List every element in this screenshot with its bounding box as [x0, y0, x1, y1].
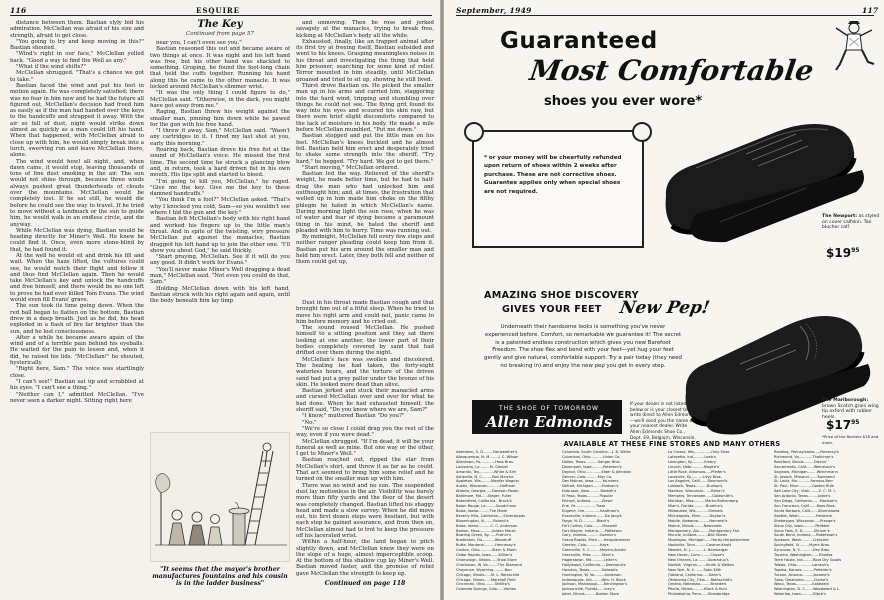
store-list-column-4: [774, 450, 870, 596]
ad-amazing-line: AMAZING SHOE DISCOVERY: [484, 290, 639, 301]
dealer-note: If your dealer is not listed below or is your closest town, write direct to Allen Edmonds—we'll send you the name of your nearest dealer. Write Allen Edmonds Shoe Co., Dept. E9, Belgium, Wisconsin.: [630, 402, 696, 441]
model-1-price: [826, 246, 859, 260]
box-scroll-left: [464, 122, 484, 142]
article-paragraph: "I threw it away, Sam," McClellan said. "Wasn't any cartridges in it. I fired my last shot at you, early this morning.": [150, 128, 290, 147]
article-paragraph: "I can't see!" Bastian sat up and scrabbled at his eyes. "I can't see a thing.": [10, 378, 144, 392]
store-listing: Greenville, Miss..........Stein's: [562, 553, 614, 558]
store-listing: Muskegon, Michigan......Hardy-Herpolsheimer: [668, 538, 750, 543]
store-listing: Lubbock, Texas..........Dunlap's: [668, 484, 723, 489]
model-2-price: [826, 418, 859, 432]
article-paragraph: Thirst drove Bastian on. He picked the smaller man up in his arms and carried him, staggering into the hard wind, tripping and stumbling over things he could not see. The flying grit found its way into his eyes and scoured his skin raw, but there were brief slight discomforts compared to the lack of moisture in his body. He made a mile before McClellan mumbled, "Put me down.": [296, 82, 434, 134]
article-paragraph: "It was the only thing I could figure to do," McClellan said. "Otherwise, in the dark, you might have got away from me.": [150, 90, 290, 109]
article-paragraph: Exhausted, finally, like an trapped animal after its first try at freeing itself, Bastian subsided and went to his knees. Grasping meaningless noises in his throat and investigating the thing that held him prisoner, searching for some kind of relief. Terror mounted in him steadily, until McClellan groaned and tried to sit up, showing he still lived.: [296, 38, 434, 83]
store-listing: Dubuque, Iowa..........Roshek's: [562, 489, 617, 494]
store-listing: Baltimore, Md......Sieger, Fuller: [456, 494, 512, 499]
store-listing: Tacoma, Washington.......Rhodes: [774, 553, 833, 558]
store-listing: Aberdeen, S. D.........Fairweather's: [456, 450, 518, 454]
store-listing: Canton, Ohio...........Stern & Mann: [456, 548, 517, 553]
store-listing: Amarillo, Tex.............White & Kirk: [456, 469, 517, 474]
store-listing: Huntington, W. Va.........Anderson: [562, 572, 622, 577]
article-paragraph: After a while he became aware again of the wind and of a terrible pain behind his eyeballs. He waited for the pain to lessen and, when it did, he raised his lids. "McClellan!" he shouted, hysterically.: [10, 334, 144, 367]
model-2-price-dollars: $17: [826, 418, 852, 432]
store-listing: Saginaw, Michigan........Wiechmann: [774, 469, 838, 474]
guarantee-text: * or your money will be cheerfully refunded upon return of shoes within 2 weeks after purchase. These are not corrective shoes. Guarantee applies only when special shoes are not required.: [484, 155, 622, 195]
store-listing: Sioux City, Iowa...........Pelletier: [774, 523, 830, 528]
article-column-1: [10, 20, 144, 596]
store-listing: Elkhart, Indiana..........Ziesel: [562, 499, 613, 504]
store-listing: Salt Lake City, Utah........Z. C. M. I.: [774, 489, 836, 494]
store-listing: Louisville, Ky...........Levy Bros.: [668, 474, 722, 479]
continued-from: Continued from page 57: [186, 31, 254, 37]
article-paragraph: and unmoving. Then he rose and jerked savagely at the manacles, trying to break free, kicking at McClellan's body all the while.: [296, 20, 434, 39]
store-list-column-1: [456, 450, 552, 596]
article-paragraph: Roaring back, Bastian drove his free fist at the sound of McClellan's voice. He missed the first time. The second time he struck a glancing blow and, in return, took a hard driven fist in his own mouth. His lips split and started to bleed.: [150, 147, 290, 179]
model-1-price-cents: 95: [851, 247, 860, 254]
store-listing: Baton Rouge, La.........Goudchaux: [456, 503, 517, 508]
store-listing: Little Rock, Arkansas.....Pfeifer's: [668, 469, 726, 474]
article-paragraph: "Right here, Sam." The voice was startlingly close.: [10, 366, 144, 379]
article-paragraph: McClellan shrugged. "If I'm dead, it will be your funeral as well as mine. But one way or the other, I get to Miner's Well.": [296, 438, 434, 458]
store-listing: South Bend, Indiana.....Robertson's: [774, 533, 838, 538]
article-paragraph: Holding McClellan down with his left hand, Bastian struck with his right again and again, until the body beneath him lay limp: [150, 285, 290, 305]
store-listing: Washington, D. C.......Woodward & L.: [774, 587, 841, 592]
store-listing: Tulsa, Oklahoma.........Clarke's: [774, 577, 829, 582]
article-paragraph: "Neither can I," admitted McClellan. "I've never seen a darker night. Sitting right here: [10, 391, 144, 404]
model-2-name: The Marlborough:: [822, 398, 869, 403]
article-paragraph: McClellan shrugged. "That's a chance we got to take.": [10, 70, 144, 83]
store-listing: Butte, Montana..........Hennessy's: [456, 543, 516, 548]
article-paragraph: "What if the wind shifts?": [16, 64, 86, 71]
store-listing: Madison, Wisconsin.......Baron's: [668, 489, 725, 494]
article-paragraph: "Start moving," McClellan ordered.: [302, 164, 399, 171]
article-paragraph: "Wind's right in our face," McClellan yelled back. "Good a way to find the Well as any.": [10, 51, 144, 64]
article-paragraph: Dust in his throat made Bastian cough and that brought him out of a fitful sleep. When he tried to move his right arm and could not, panic came to him before memory and he cried out.: [296, 300, 434, 325]
header-rule-right: [456, 15, 874, 16]
article-paragraph: "Start praying, McClellan. See if it will do you any good. It didn't work for Evans.": [150, 254, 290, 267]
store-listing: Fargo, N. D.............Black's: [562, 518, 610, 523]
model-1-desc: as styled on cover calfskin. Tan blucher calf.: [822, 214, 880, 231]
store-listing: Toledo, Ohio..............Lamson's: [774, 562, 829, 567]
store-listing: Rockford, Illinois.........Owens': [774, 459, 827, 464]
store-listing: Nashville, Tenn..........Castner-Knott: [668, 543, 732, 548]
store-listing: St. Joseph, Missouri.......Townsend: [774, 474, 835, 479]
store-listing: Denver, Colo...........May Co.: [562, 474, 613, 479]
store-listing: Beverly Hills, California.....Silverwoods: [456, 513, 525, 518]
store-listing: Erie, Pa..................Trask: [562, 503, 606, 508]
article-paragraph: McClellan's face was swollen and discolored. The beating he had taken, the forty-eight waterless hours, and the torture of the driven sand had put a grey pallor under the bronze of his skin. He looked more dead than alive.: [296, 356, 434, 388]
store-listing: Cedar Rapids, Iowa.......Killian's: [456, 553, 513, 558]
article-paragraph: By midnight, McClellan fell every few steps and neither ranger pleading could keep him from it. Bastian put his arm around the smaller man and held him erect. Later, they both fell and neither of them could get up,: [296, 234, 434, 266]
store-listing: Atlanta, Georgia......Davison-Paxon: [456, 489, 519, 494]
header-rule: [10, 15, 432, 16]
store-listing: Chicago, Illinois......Marshall Field: [456, 577, 516, 582]
store-listing: Peoria, Illinois..........Block & Kuhl: [668, 587, 727, 592]
article-paragraph: Within a half-hour, the land began to pitch slightly down, and McClellan knew they were on the slope of a huge, almost imperceptible scoop. At the bottom of this shallow cup lay Miner's Well. Bastian moved faster, and the promise of relief gave McClellan the strength to keep up.: [296, 539, 434, 576]
store-list-column-2: [562, 450, 658, 596]
store-listing: Milwaukee, Wis...........Gimbels: [668, 508, 723, 513]
store-listing: Gary, Indiana............Gordon's: [562, 533, 616, 538]
store-listing: Jackson, Mississippi......Kennington's: [562, 582, 628, 587]
store-listing: Asheville, N. C.........Bon Marche: [456, 474, 514, 479]
store-listing: Terre Haute, Ind.........Root Dry Goods: [774, 557, 842, 562]
article-paragraph: "You going to try and keep moving in this?" Bastian shouted.: [10, 38, 144, 52]
store-listing: New Haven, Conn.........Chase's: [668, 553, 725, 558]
store-listing: Sheboygan, Wisconsin.....Prange's: [774, 518, 836, 523]
store-listing: Chicago, Illinois......M. L. Rothschild: [456, 572, 520, 577]
store-listing: Hollywood, California.....Desmond's: [562, 562, 626, 567]
magazine-name: ESQUIRE: [196, 6, 241, 15]
store-listing: Tucson, Arizona..........Jacome's: [774, 572, 830, 577]
store-listing: Louisiana, La.........M. Gimbel: [456, 464, 508, 469]
store-listing: Sioux Falls, S. D..........Shriver's: [774, 528, 830, 533]
jumping-man-icon: [832, 20, 876, 76]
store-listing: Grand Rapids, Mich......Herpolsheimer: [562, 538, 631, 543]
ad-new-pep-script: New Pep!: [618, 298, 712, 318]
shoe-image-top: [656, 104, 870, 254]
ad-body-text: Underneath their handsome looks is something you've never experienced before. Comfort, so remarkable we guarantee it! The secret is a patented endless construction which gives you new Barefoot Freedom. The shoe flex and bend with your feet—yet hug your feet gently and give natural, comfortable support. Try a pair today (they need no breaking in) and enjoy the new pep you get in every step.: [484, 324, 682, 369]
store-listing: Waterloo, Iowa...........Black's: [774, 592, 826, 596]
article-paragraph: Bastian jerked and stuck their manacled arms and cursed McClellan over and over for what he had done. When he had exhausted himself, the sheriff said, "Do you know where we are, Sam?": [296, 388, 434, 414]
store-listing: Colorado Springs, Colo......Vorhes: [456, 587, 516, 592]
store-listing: Eugene, Ore..............Kaufman's: [562, 508, 620, 513]
store-listing: Bradenton, Fla...........Woodruff: [456, 538, 512, 543]
store-listing: St. Louis, Mo............Famous-Barr: [774, 479, 834, 484]
store-listing: Lincoln, Nebr...........Magee's: [668, 464, 719, 469]
story-title: The Key: [197, 19, 243, 30]
store-listing: Muncie, Indiana..........Ball Stores: [668, 533, 728, 538]
guarantee-box: [472, 130, 644, 248]
store-listing: Mobile, Alabama..........Hammel's: [668, 518, 728, 523]
store-listing: Jacksonville, Florida......Ivey's: [562, 587, 615, 592]
store-listing: Columbus, Ohio...........Union Co.: [562, 454, 621, 459]
store-listing: Meridian, Miss..........Marks-Rothenberg: [668, 499, 739, 504]
store-listing: Houston, Texas...........Sakowitz: [562, 567, 618, 572]
store-listing: New York, N. Y.........Saks-34th: [668, 567, 722, 572]
ad-headline-guaranteed: Guaranteed: [500, 28, 658, 54]
store-listing: Sacramento, Calif.......Weinstock's: [774, 464, 835, 469]
store-listing: Fort Collins, Colo.........Maxwell: [562, 523, 618, 528]
store-listing: San Francisco, Calif.......Roos Bros.: [774, 503, 836, 508]
store-listing: Detroit, Michigan........Hudson's: [562, 484, 619, 489]
store-listing: Albuquerque, N. M........J. C. Wilson: [456, 454, 519, 459]
store-listing: Cincinnati, Ohio.........Shillito's: [456, 582, 510, 587]
store-listing: Oklahoma City, Okla.....Rothschild's: [668, 577, 733, 582]
store-listing: Greenville, S. C.........Meyers-Arnold: [562, 548, 626, 553]
article-paragraph: Bastian felt McClellan's body with his right hand and worked his fingers up to the little man's throat. And in spite of the twisting, wiry pressure McClellan put against the manacles, Bastian dragged his left hand up to join the other one. "I'll show you about God," he said thickly.: [150, 216, 290, 254]
store-listing: Waco, Texas..............Goldstein: [774, 582, 829, 587]
article-paragraph: Bastian stopped and put the little man on his feet. McClellan's knees buckled and he almost fell. Bastian held him erect and desperately tried to shake some strength into the sheriff. "Try hard," he begged. "Try hard. We got to get there.": [296, 133, 434, 165]
store-listing: Appleton, Wis.........Moeller Wagner: [456, 479, 520, 484]
store-listing: Philadelphia, Penn......Strawbridge: [668, 592, 730, 596]
store-listing: Santa Barbara, Calif.......Silverwoods: [774, 508, 840, 513]
store-listing: Boston, Mass...........Jordan Marsh: [456, 528, 516, 533]
store-listing: Norfolk, Virginia........Smith & Welton: [668, 562, 734, 567]
brand-block: [472, 400, 622, 434]
store-listing: Des Moines, Iowa........Younkers: [562, 479, 619, 484]
article-column-4: [296, 300, 434, 576]
store-listing: Columbia, South Carolina....J. B. White: [562, 450, 631, 454]
store-list-column-3: [668, 450, 764, 596]
store-listing: Bowling Green, Ky.......Pushin's: [456, 533, 511, 538]
store-listing: Syracuse, N. Y............Dey Bros.: [774, 548, 831, 553]
store-listing: La Crosse, Wis...............Only Shoe: [668, 450, 730, 454]
ad-headline-shoes: shoes you ever wore*: [544, 94, 703, 109]
model-2-desc: brown Scotch grain wing tip oxford with rubber heels.: [822, 403, 879, 420]
store-listing: Omaha, Nebraska.........Brandeis: [668, 582, 727, 587]
store-listing: St. Paul, Minn............Golden Rule: [774, 484, 834, 489]
store-listing: Montgomery, Ala.........Montgomery Fair: [668, 528, 740, 533]
model-1-name: The Newport:: [822, 214, 858, 219]
store-listing: Dallas, Texas...........Sanger Bros.: [562, 459, 621, 464]
store-listing: Reading, Pennsylvania.....Pomeroy's: [774, 450, 839, 454]
store-listing: Boise, Idaho...........C. C. Anderson: [456, 523, 518, 528]
article-paragraph: Bastian reasoned this out and became aware of two things at once. It was night and his left hand was free, but his other hand was shackled to something. Groping, he found the foot-long chain that held the cuffs together. Running his hand along this he came to the other manacle. It was locked around McClellan's slimmer wrist.: [150, 46, 290, 91]
ad-gives-line: GIVES YOUR FEET: [502, 304, 602, 315]
article-paragraph: near you, I can't even see you.": [156, 40, 242, 46]
model-2-note: *Price of the Rockers $16 and more.: [822, 434, 879, 445]
article-paragraph: distance between them. Bastian slyly bid his admiration. McClellan was afraid of his size and strength, afraid to get close.: [10, 20, 144, 39]
article-paragraph: While McClellan was dying, Bastian would be heading directly for Miner's Well. He knew he could find it. Once, even more stone-blind by that, he had found it.: [10, 227, 144, 253]
left-page: [0, 0, 440, 600]
store-listing: New Orleans, La.........Godchaux's: [668, 557, 729, 562]
article-paragraph: The sound roused McClellan. He pushed himself to a sitting position and they sat there looking at one another, the lower part of their bodies completely covered by sand that had drifted over them during the night.: [296, 325, 434, 357]
article-paragraph: "You'll never make Miner's Well dragging a dead man," McClellan said. "Not even you could do that, Sam.": [150, 266, 290, 286]
right-page-number: 117: [862, 6, 879, 15]
article-paragraph: "You think I'm a fool?" McClellan asked. "That's why I knocked you cold, Sam—so you wouldn't see where I hid the gun and the key.": [150, 197, 290, 217]
store-listing: Austin, Wisconsin...........Hoffman: [456, 484, 516, 489]
store-listing: Davenport, Iowa..........Petersen's: [562, 464, 622, 469]
right-page-date: September, 1949: [456, 6, 532, 15]
store-listing: San Antonio, Texas.........Joske's: [774, 494, 831, 499]
store-listing: Charleston, W. Va.........The Diamond: [456, 562, 522, 567]
store-listing: Hagerstown, Md...........Leiter's: [562, 557, 617, 562]
store-listing: Topeka, Kansas...........Pelletier's: [774, 567, 832, 572]
store-listing: Champaign, Illinois......Shoe Store: [456, 557, 517, 562]
store-listing: Oakland, California......Kahn's: [668, 572, 721, 577]
article-paragraph: The wind would howl all night, and, when dawn came, it would stop, leaving thousands of tons of fine dust smoking in the air. The sun would not shine through, because three winds always pushed great thunderheads of clouds over the mountains. McClellan would be completely lost. If he sat still, he would die before he could see the way to travel. If he tried to move without a landmark or the sun to guide him, he would walk in an endless circle, and die anyway.: [10, 158, 144, 228]
article-paragraph: At the well he would sit and drink his fill and wait. When the haze lifted, the vultures could see, he would watch their flight and follow it and thus find McClellan again. Then he would take McClellan's key and unlock the handcuffs and free himself, and there would be no one left to prove he had ever killed Tom Evans. The wind would even fill Evans' grave.: [10, 252, 144, 304]
store-listing: Bakersfield, California...Brock's: [456, 499, 512, 504]
store-listing: Newark, N. J............L. Bamberger: [668, 548, 728, 553]
store-listing: Indianapolis, Ind.........Wm. H. Block: [562, 577, 626, 582]
store-listing: Fort Wayne, Indiana......Patterson: [562, 528, 622, 533]
store-listing: Miami, Florida...........Burdine's: [668, 503, 723, 508]
store-listing: Boise, Idaho..........The Mode: [456, 508, 508, 513]
article-paragraph: "I'm going to kill you, McClellan," he raged. "Give me the key. Give me the key to these damned handcuffs.": [150, 178, 290, 198]
store-listing: San Diego, California.......Marston's: [774, 499, 838, 504]
model-2-price-cents: 95: [851, 419, 860, 426]
cartoon-caption: "It seems that the mayor's brother manufactures fountains and his cousin is in the ladder business": [152, 566, 288, 588]
article-paragraph: Bastian led the way. Relieved of the sheriff's weight, he made better time, but he had to half-drag the man who had unlocked him and outthought him; and, at times, the frustration that welled up in him made him choke on the filthy phlegm he hated in which McClellan's name. During morning light the sun rose, when he was of water and fear of dying became a paramount thing in his mind, he hated the sheriff and pleaded with him to hurry. Time was running out.: [296, 171, 434, 234]
store-listing: Richmond, Va............Thalhimer's: [774, 454, 834, 459]
store-listing: Joliet, Illinois..........Boston Store: [562, 592, 620, 596]
article-paragraph: Raging, Bastian threw his weight against the smaller man, pinning him down while he pawed for the gun with his free hand.: [150, 109, 290, 128]
article-paragraph: Bastian reached out, ripped the star from McClellan's shirt, and threw it as far as he could. That act seemed to bring him some relief and he turned on the smaller man up with him.: [296, 457, 434, 483]
left-page-number: 116: [10, 6, 27, 15]
store-listing: Allentown, Pa.............Hess Bros.: [456, 459, 514, 464]
article-column-2: [150, 40, 290, 428]
article-column-3: [296, 20, 434, 298]
store-listing: Cheyenne, Wyoming..........Bon: [456, 567, 512, 572]
store-listing: Los Angeles, Calif.......Desmond's: [668, 479, 728, 484]
article-paragraph: The sun took its time going down. When the red ball began to flatten on the bottom, Bastian drew in a deep breath. Just as he did, his head exploded in a flash of fire far brighter than the sun, and he lost consciousness.: [10, 303, 144, 335]
article-paragraph: "I know," muttered Bastian "Do you?": [302, 413, 405, 420]
store-listing: El Paso, Texas...........Popular: [562, 494, 613, 499]
store-listing: Springfield, Ill.........Myers Bros.: [774, 543, 830, 548]
model-1-price-dollars: $19: [826, 246, 852, 260]
brand-logo: Allen Edmonds: [485, 413, 613, 431]
right-page: [444, 0, 884, 600]
store-listing: Moline, Illinois.........Newcomb: [668, 523, 722, 528]
cartoon-illustration: [150, 432, 290, 562]
store-listing: Seattle, Wash...............Frederick: [774, 513, 833, 518]
store-listing: Minneapolis, Minn........Dayton's: [668, 513, 726, 518]
article-paragraph: "We're so close I could drag you the rest of the way, even if you were dead.": [296, 425, 434, 439]
store-listing: Spokane, Wash..........Crescent: [774, 538, 829, 543]
availability-heading: AVAILABLE AT THESE FINE STORES AND MANY OTHERS: [563, 440, 781, 448]
brand-tagline: THE SHOE OF TOMORROW: [499, 405, 599, 412]
ad-headline-most-comfortable: Most Comfortable: [527, 54, 816, 87]
article-paragraph: Bastian faced the wind and put his feet in motion again. He was completely satisfied; there was no fear in him now and he had the future all figured out. McClellan's decision had freed him as easily as if the man had handed over the keys to the handcuffs and strapped it away. With the air so full of dust, night would strike down almost as quickly as a man could lift his hand. When that happened, with McClellan afraid to close up with him, he would simply break into a lurch, swerving run and leave McClellan there, alone.: [10, 82, 144, 159]
continued-on: Continued on page 118: [324, 580, 406, 587]
store-listing: Memphis, Tennessee......Goldsmith's: [668, 494, 734, 499]
store-listing: Evansville, Indiana........De Jong's: [562, 513, 622, 518]
store-listing: Lafayette, Ind..........Loeb's: [668, 454, 716, 459]
article-paragraph: There was no wind and no sun. The suspended dust lay motionless in the air. Visibility was barely more than fifty yards and the floor of the desert was completely changed. Bastian lifted his shaggy head and made a slow survey. When he did move out, his first dozen steps were hesitant, but with each step he gained assurance, and from then on, McClellan almost had to trot to keep the pressure off his lacerated wrist.: [296, 482, 434, 539]
store-listing: Bloomington, Ill........Roland's: [456, 518, 509, 523]
store-listing: Greeley, Colo............Hays: [562, 543, 609, 548]
box-scroll-right: [632, 122, 652, 142]
store-listing: Dayton, Ohio..............Elder & Johnston: [562, 469, 632, 474]
article-paragraph: "No.": [302, 419, 317, 426]
store-listing: Lexington, Ky...........Embry: [668, 459, 716, 464]
